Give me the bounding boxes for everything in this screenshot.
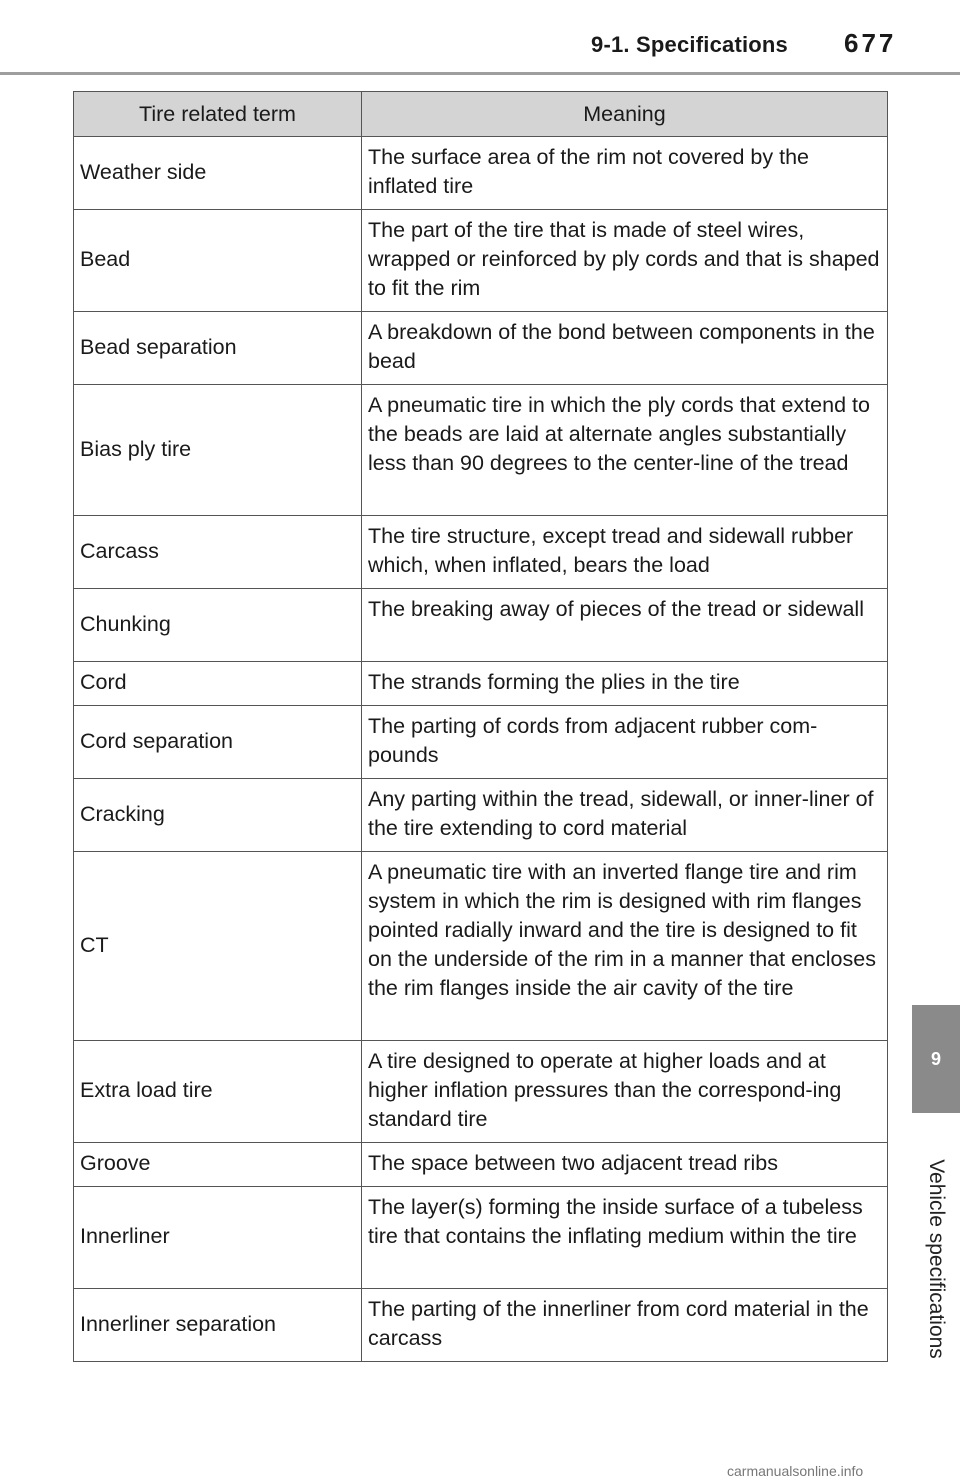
term-cell: Bias ply tire <box>74 385 362 516</box>
term-cell: Innerliner separation <box>74 1289 362 1362</box>
meaning-cell: Any parting within the tread, sidewall, or inner-liner of the tire extending to cord material <box>362 779 888 852</box>
term-cell: Weather side <box>74 137 362 210</box>
chapter-tab <box>912 1005 960 1113</box>
term-cell: Cord <box>74 662 362 706</box>
table-row <box>74 589 888 662</box>
table-row <box>74 516 888 589</box>
table-row <box>74 1187 888 1289</box>
table-row <box>74 779 888 852</box>
meaning-cell: The space between two adjacent tread ribs <box>362 1143 888 1187</box>
term-cell: CT <box>74 852 362 1041</box>
meaning-cell: A pneumatic tire in which the ply cords that extend to the beads are laid at alternate angles substantially less than 90 degrees to the center-line of the tread <box>362 385 888 516</box>
table-header-row <box>74 92 888 137</box>
chapter-side-label <box>912 1113 960 1405</box>
term-cell: Bead <box>74 210 362 312</box>
column-header-meaning: Meaning <box>362 92 888 137</box>
page-number: 677 <box>844 28 897 58</box>
table-row <box>74 385 888 516</box>
table-row <box>74 137 888 210</box>
table-row <box>74 706 888 779</box>
term-cell: Chunking <box>74 589 362 662</box>
chapter-label: Vehicle specifications <box>925 1159 948 1359</box>
table-row <box>74 210 888 312</box>
table-row <box>74 312 888 385</box>
meaning-cell: The layer(s) forming the inside surface of a tubeless tire that contains the inflating medium within the tire <box>362 1187 888 1289</box>
meaning-cell: The surface area of the rim not covered by the inflated tire <box>362 137 888 210</box>
table-row <box>74 662 888 706</box>
watermark-text: carmanualsonline.info <box>727 1463 864 1479</box>
term-cell: Cord separation <box>74 706 362 779</box>
term-cell: Bead separation <box>74 312 362 385</box>
table-row <box>74 1143 888 1187</box>
meaning-cell: The tire structure, except tread and sidewall rubber which, when inflated, bears the load <box>362 516 888 589</box>
meaning-cell: A pneumatic tire with an inverted flange tire and rim system in which the rim is designed with rim flanges pointed radially inward and the tire is designed to fit on the underside of the rim in a manner that encloses the rim flanges inside the air cavity of the tire <box>362 852 888 1041</box>
term-cell: Extra load tire <box>74 1041 362 1143</box>
term-cell: Innerliner <box>74 1187 362 1289</box>
meaning-cell: A tire designed to operate at higher loads and at higher inflation pressures than the correspond-ing standard tire <box>362 1041 888 1143</box>
meaning-cell: The parting of the innerliner from cord material in the carcass <box>362 1289 888 1362</box>
meaning-cell: The strands forming the plies in the tire <box>362 662 888 706</box>
table-row <box>74 852 888 1041</box>
term-cell: Cracking <box>74 779 362 852</box>
meaning-cell: A breakdown of the bond between components in the bead <box>362 312 888 385</box>
term-cell: Carcass <box>74 516 362 589</box>
chapter-number: 9 <box>930 1048 941 1069</box>
column-header-term: Tire related term <box>74 92 362 137</box>
table-row <box>74 1041 888 1143</box>
meaning-cell: The parting of cords from adjacent rubber com-pounds <box>362 706 888 779</box>
header-divider <box>0 72 960 75</box>
meaning-cell: The breaking away of pieces of the tread or sidewall <box>362 589 888 662</box>
table-row <box>74 1289 888 1362</box>
term-cell: Groove <box>74 1143 362 1187</box>
tire-terms-table <box>73 91 888 1362</box>
meaning-cell: The part of the tire that is made of steel wires, wrapped or reinforced by ply cords and that is shaped to fit the rim <box>362 210 888 312</box>
section-title: 9-1. Specifications <box>591 32 788 57</box>
